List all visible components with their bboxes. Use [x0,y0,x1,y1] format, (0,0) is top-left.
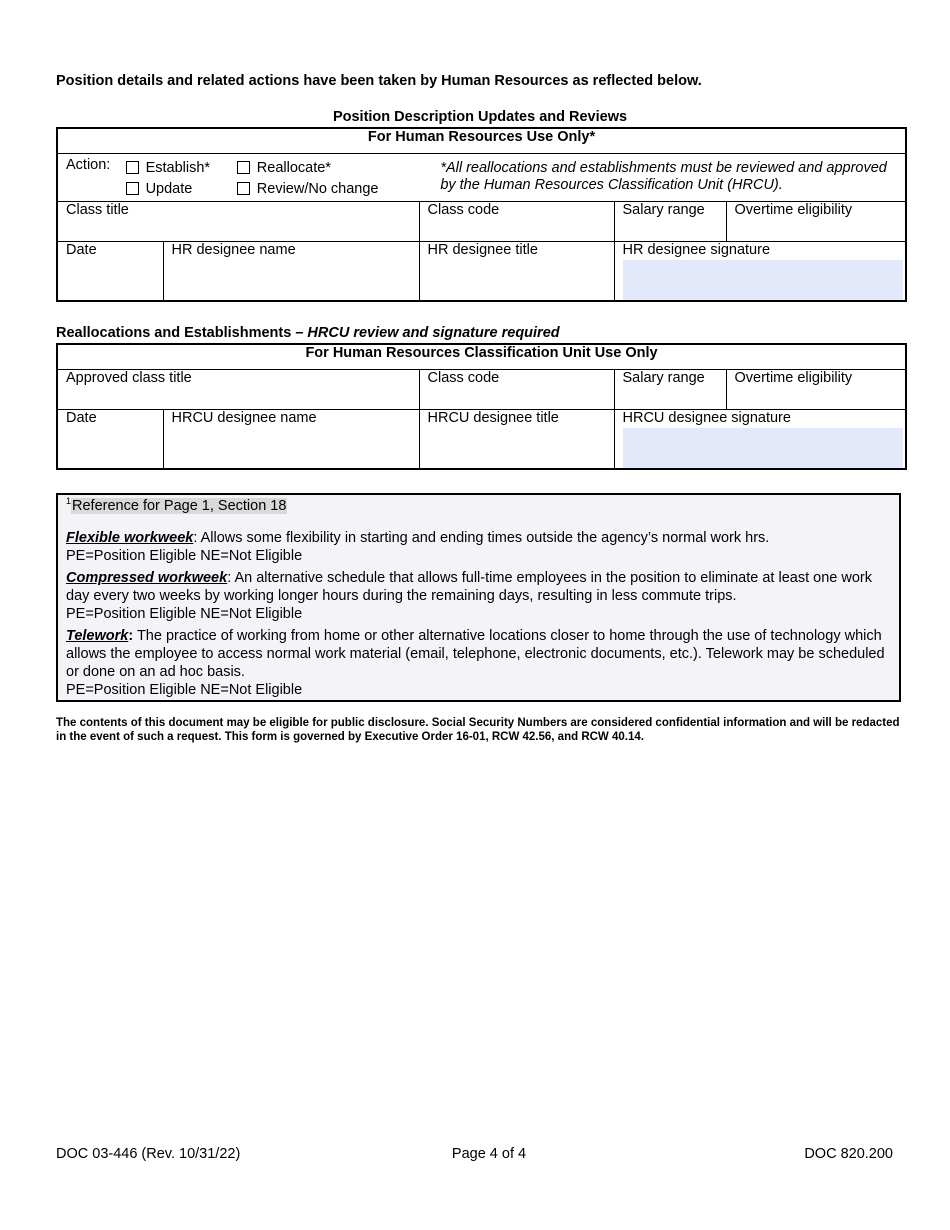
checkbox-update[interactable] [126,178,237,199]
checkbox-box[interactable] [126,161,139,174]
checkbox-label: Update [145,180,193,197]
reference-term: Telework [66,628,129,644]
reference-eligibility: PE=Position Eligible NE=Not Eligible [66,682,303,698]
hrcu-designee-name-field[interactable]: HRCU designee name [163,410,419,470]
hrcu-use-header: For Human Resources Classification Unit Use Only [57,344,906,370]
salary-range-field[interactable]: Salary range [614,370,726,410]
checkbox-establish[interactable] [126,157,237,178]
hr-designee-signature-field[interactable] [623,260,904,300]
footer-policy-number: DOC 820.200 [804,1146,893,1162]
section2-title [56,325,560,341]
checkbox-label: Reallocate* [256,159,331,176]
hrcu-designee-signature-label: HRCU designee signature [622,410,791,426]
reference-item [66,529,891,565]
footer-form-number: DOC 03-446 (Rev. 10/31/22) [56,1146,241,1162]
reference-colon: : [128,628,134,644]
date-field[interactable]: Date [57,410,163,470]
reference-term: Flexible workweek [66,530,194,546]
checkbox-box[interactable] [126,182,139,195]
section2-title-plain: Reallocations and Establishments – [56,325,308,341]
reference-eligibility: PE=Position Eligible NE=Not Eligible [66,606,303,622]
footnote-marker: 1 [66,496,72,507]
hr-designee-signature-label: HR designee signature [622,242,771,258]
hr-use-header: For Human Resources Use Only* [57,128,906,154]
reference-box [56,493,901,702]
reference-colon: : [193,530,198,546]
salary-range-field[interactable]: Salary range [614,202,726,242]
class-code-field[interactable]: Class code [419,370,614,410]
hrcu-review-note: *All reallocations and establishments must be reviewed and approved by the Human Resources Classification Unit (HRCU). [440,160,887,193]
hrcu-designee-signature-cell [614,410,906,470]
checkbox-box[interactable] [237,161,250,174]
action-label: Action: [66,157,111,173]
footer-page-number: Page 4 of 4 [451,1146,527,1162]
class-code-field[interactable]: Class code [419,202,614,242]
reference-item [66,627,891,699]
reference-eligibility: PE=Position Eligible NE=Not Eligible [66,548,303,564]
hrcu-use-table [56,343,907,470]
checkbox-label: Establish* [145,159,211,176]
reference-text: The practice of working from home or other alternative locations closer to home through the use of technology which allows the employee to access normal work material (email, telephone, electronic documents, etc.). Telework may be scheduled or done on an ad hoc basis. [66,628,885,680]
reference-colon: : [227,570,232,586]
hr-use-table [56,127,907,302]
checkbox-reallocate[interactable] [237,157,441,178]
disclaimer: The contents of this document may be eligible for public disclosure. Social Security Numbers are considered confidential information and will be redacted in the event of such a request. This form is governed by Executive Order 16-01, RCW 42.56, and RCW 40.14. [56,717,900,743]
hr-designee-name-field[interactable]: HR designee name [163,242,419,302]
reference-text: Allows some flexibility in starting and ending times outside the agency’s normal work hrs. [197,530,770,546]
hrcu-designee-signature-field[interactable] [623,428,904,468]
hr-designee-signature-cell [614,242,906,302]
section1-title: Position Description Updates and Reviews [332,109,628,125]
action-row [57,154,906,202]
reference-term: Compressed workweek [66,570,228,586]
reference-item [66,569,891,623]
section2-title-italic: HRCU review and signature required [307,325,560,341]
reference-text: An alternative schedule that allows full-time employees in the position to eliminate at least one work day every two weeks by working longer hours during the remaining days, resulting in less commute trips. [66,570,872,604]
reference-heading-row [66,497,891,515]
approved-class-title-field[interactable]: Approved class title [57,370,419,410]
checkbox-review-no-change[interactable] [237,178,441,199]
intro-text: Position details and related actions have been taken by Human Resources as reflected below. [56,73,702,89]
hrcu-designee-title-field[interactable]: HRCU designee title [419,410,614,470]
checkbox-label: Review/No change [256,180,379,197]
reference-heading: Reference for Page 1, Section 18 [72,498,287,514]
overtime-eligibility-field[interactable]: Overtime eligibility [726,202,906,242]
overtime-eligibility-field[interactable]: Overtime eligibility [726,370,906,410]
hr-designee-title-field[interactable]: HR designee title [419,242,614,302]
class-title-field[interactable]: Class title [57,202,419,242]
date-field[interactable]: Date [57,242,163,302]
checkbox-box[interactable] [237,182,250,195]
